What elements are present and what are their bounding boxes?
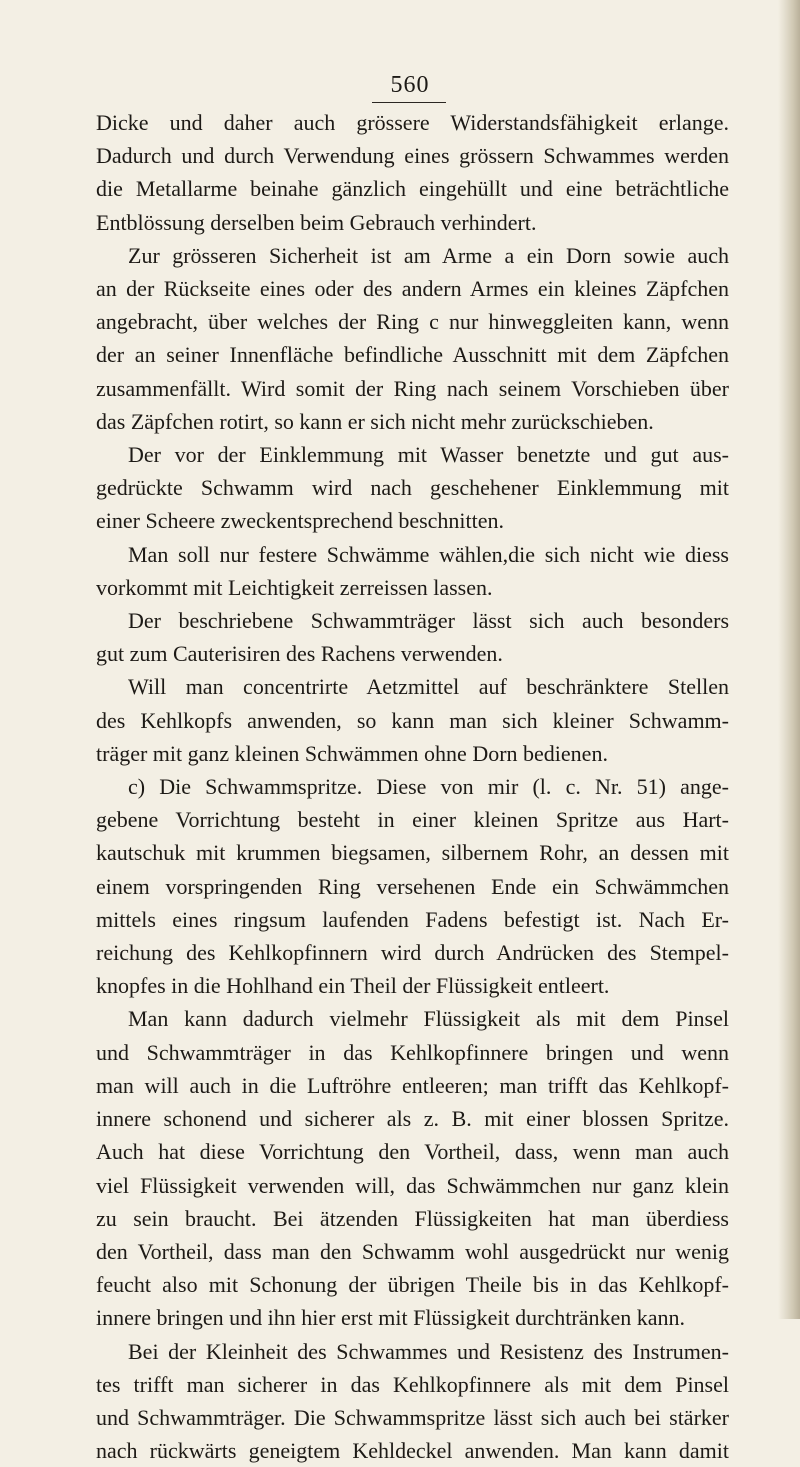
text-line: träger mit ganz kleinen Schwämmen ohne Dorn bedienen. xyxy=(96,740,608,766)
page-number-underline xyxy=(372,102,446,103)
body-text xyxy=(96,106,729,1467)
text-line: zusammenfällt. Wird somit der Ring nach seinem Vorschieben über xyxy=(96,375,729,401)
text-line: Der beschriebene Schwammträger lässt sich auch besonders xyxy=(128,608,729,634)
text-line: Dadurch und durch Verwendung eines grössern Schwammes werden xyxy=(96,143,729,169)
text-line: tes trifft man sicherer in das Kehlkopfinnere als mit dem Pinsel xyxy=(96,1371,729,1397)
text-line: angebracht, über welches der Ring c nur hinweggleiten kann, wenn xyxy=(96,309,729,335)
text-line: der an seiner Innenfläche befindliche Ausschnitt mit dem Zäpfchen xyxy=(96,342,729,368)
text-line: Dicke und daher auch grössere Widerstandsfähigkeit erlange. xyxy=(96,110,729,135)
text-line: an der Rückseite eines oder des andern Armes ein kleines Zäpfchen xyxy=(96,276,729,302)
text-line: Zur grösseren Sicherheit ist am Arme a ein Dorn sowie auch xyxy=(128,242,729,268)
text-line: und Schwammträger. Die Schwammspritze lässt sich auch bei stärker xyxy=(96,1404,729,1430)
text-line: Man kann dadurch vielmehr Flüssigkeit als mit dem Pinsel xyxy=(128,1006,729,1032)
text-line: und Schwammträger in das Kehlkopfinnere bringen und wenn xyxy=(96,1039,729,1065)
text-line: kautschuk mit krummen biegsamen, silbernem Rohr, an dessen mit xyxy=(96,840,729,866)
text-line: einer Scheere zweckentsprechend beschnitten. xyxy=(96,508,505,534)
text-line: feucht also mit Schonung der übrigen Theile bis in das Kehlkopf- xyxy=(96,1272,729,1298)
text-line: knopfes in die Hohlhand ein Theil der Flüssigkeit entleert. xyxy=(96,973,610,999)
text-line: des Kehlkopfs anwenden, so kann man sich kleiner Schwamm- xyxy=(96,707,729,733)
text-line: den Vortheil, dass man den Schwamm wohl ausgedrückt nur wenig xyxy=(96,1238,729,1264)
text-line: man will auch in die Luftröhre entleeren; man trifft das Kehlkopf- xyxy=(96,1072,729,1098)
text-line: das Zäpfchen rotirt, so kann er sich nicht mehr zurückschieben. xyxy=(96,408,654,434)
text-line: c) Die Schwammspritze. Diese von mir (l. c. Nr. 51) ange- xyxy=(128,774,729,800)
text-line: Will man concentrirte Aetzmittel auf beschränktere Stellen xyxy=(128,674,729,700)
text-line: innere schonend und sicherer als z. B. mit einer blossen Spritze. xyxy=(96,1106,729,1132)
text-line: gebene Vorrichtung besteht in einer kleinen Spritze aus Hart- xyxy=(96,807,729,833)
page-edge-shadow xyxy=(778,0,800,1319)
text-line: die Metallarme beinahe gänzlich eingehüllt und eine beträchtliche xyxy=(96,176,729,202)
text-line: Der vor der Einklemmung mit Wasser benetzte und gut aus- xyxy=(128,442,729,468)
text-line: reichung des Kehlkopfinnern wird durch Andrücken des Stempel- xyxy=(96,940,729,966)
page-number: 560 xyxy=(390,72,430,98)
text-line: Auch hat diese Vorrichtung den Vortheil, dass, wenn man auch xyxy=(96,1139,729,1165)
text-line: zu sein braucht. Bei ätzenden Flüssigkeiten hat man überdiess xyxy=(96,1205,729,1231)
text-line: gut zum Cauterisiren des Rachens verwenden. xyxy=(96,641,503,667)
text-line: Bei der Kleinheit des Schwammes und Resistenz des Instrumen- xyxy=(128,1338,729,1364)
text-line: viel Flüssigkeit verwenden will, das Schwämmchen nur ganz klein xyxy=(96,1172,729,1198)
text-line: vorkommt mit Leichtigkeit zerreissen lassen. xyxy=(96,574,493,600)
text-line: innere bringen und ihn hier erst mit Flüssigkeit durchtränken kann. xyxy=(96,1305,685,1331)
text-line: mittels eines ringsum laufenden Fadens befestigt ist. Nach Er- xyxy=(96,906,729,932)
text-line: gedrückte Schwamm wird nach geschehener Einklemmung mit xyxy=(96,475,729,501)
text-line: Entblössung derselben beim Gebrauch verhindert. xyxy=(96,209,537,235)
text-line: einem vorspringenden Ring versehenen Ende ein Schwämmchen xyxy=(96,873,729,899)
text-line: Man soll nur festere Schwämme wählen,die sich nicht wie diess xyxy=(128,541,729,567)
text-line: nach rückwärts geneigtem Kehldeckel anwenden. Man kann damit xyxy=(96,1438,729,1464)
